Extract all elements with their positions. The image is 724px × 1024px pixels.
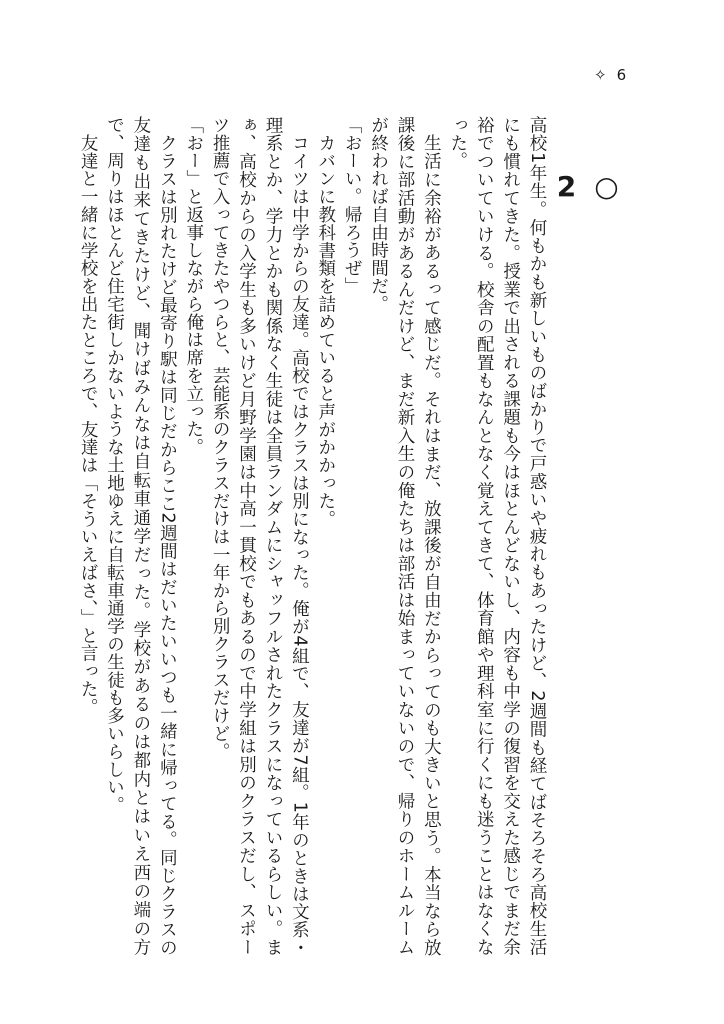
sparkle-icon: ✧ <box>594 66 607 84</box>
paragraph: カバンに教科書類を詰めていると声がかかった。 <box>315 133 336 528</box>
dialogue-line: 「おー」と返事しながら俺は席を立った。 <box>183 116 204 457</box>
chapter-heading <box>550 170 626 203</box>
chapter-number: 2 <box>550 170 583 203</box>
dialogue-line: 「おーい。帰ろうぜ」 <box>342 116 363 295</box>
page-folio <box>594 66 626 84</box>
paragraph: コイツは中学からの友達。高校ではクラスは別になった。俺が4組で、友達が7組。1年のときは文系・理系とか、学力とかも関係なく生徒は全員ランダムにシャッフルされたクラスになっているらしい。まぁ、高校からの入学生も多いけど月野学園は中高一貫校でもあるので中学組は別のクラスだし、スポーツ推薦で入ってきたやつらと、芸能系のクラスだけは一年から別クラスだけど。 <box>210 116 310 956</box>
paragraph: 生活に余裕があるって感じだ。それはまだ、放課後が自由だからってのも大きいと思う。本当なら放課後に部活動があるんだけど、まだ新入生の俺たちは部活は始まっていないので、帰りのホームルームが終われば自由時間だ。 <box>368 116 442 956</box>
paragraph: 高校1年生。何もかも新しいものばかりで戸惑いや疲れもあったけど、2週間も経てばそろそろ高校生活にも慣れてきた。授業で出される課題も今はほとんどないし、内容も中学の復習を交えた感じでまだ余裕でついていける。校舎の配置もなんとなく覚えてきて、体育館や理科室に行くにも迷うことはなくなった。 <box>447 116 547 956</box>
paragraph: クラスは別れたけど最寄り駅は同じだからここ2週間はだいたいいつも一緒に帰ってる。同じクラスの友達も出来てきたけど、聞けばみんなは自転車通学だった。学校があるのは都内とはいえ西の端の方で、周りはほとんど住宅街しかないような土地ゆえに自転車通学の生徒も多いらしい。 <box>104 116 178 956</box>
page-number: 6 <box>616 66 627 84</box>
body-text <box>75 116 550 956</box>
paragraph: 友達と一緒に学校を出たところで、友達は「そういえばさ、」と言った。 <box>78 133 99 716</box>
circle-icon: ○ <box>590 170 623 203</box>
